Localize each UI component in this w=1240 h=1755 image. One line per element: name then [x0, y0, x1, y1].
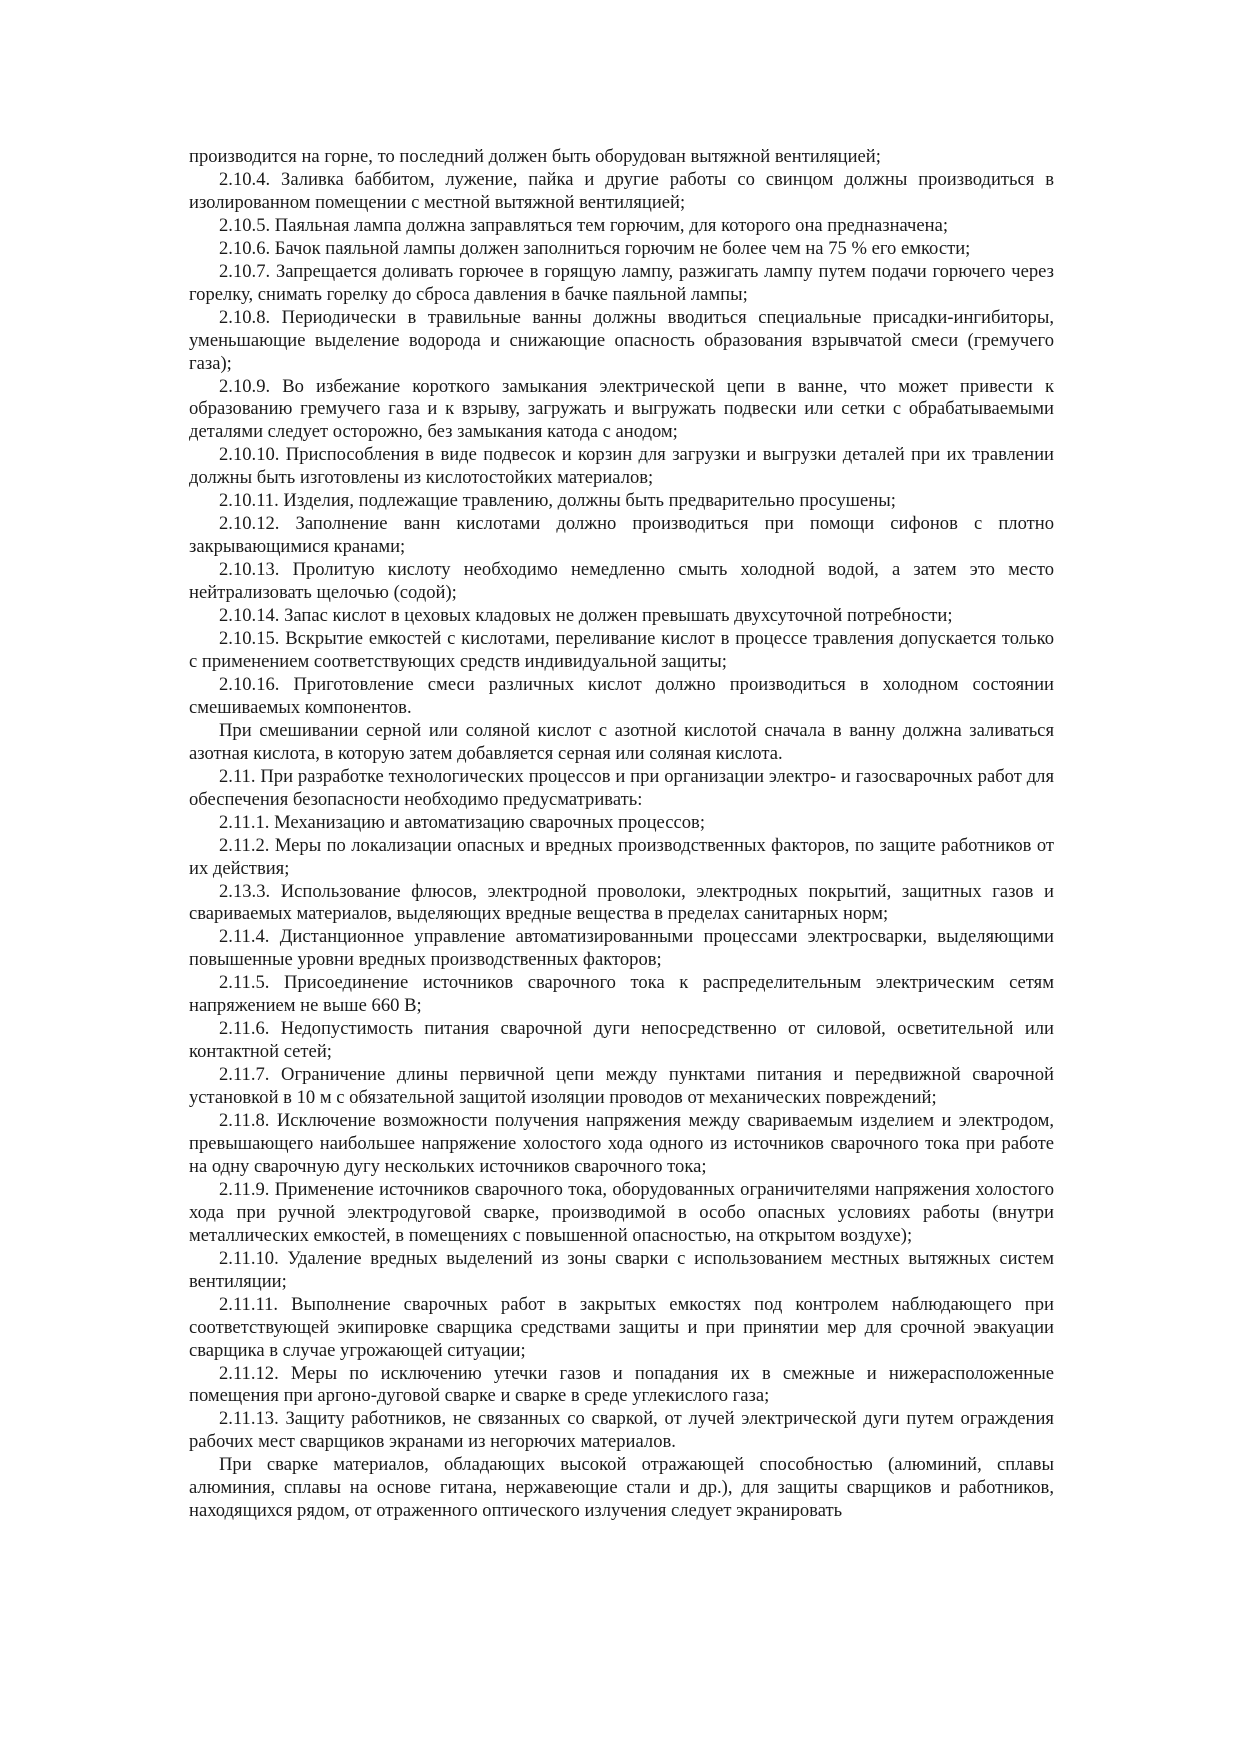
paragraph: производится на горне, то последний должен быть оборудован вытяжной вентиляцией;	[189, 146, 881, 167]
paragraph: 2.13.3. Использование флюсов, электродной проволоки, электродных покрытий, защитных газов и свариваемых материалов, выделяющих вредные вещества в пределах санитарных норм;	[189, 880, 1054, 925]
paragraph: 2.10.15. Вскрытие емкостей с кислотами, переливание кислот в процессе травления допускается только с применением соответствующих средств индивидуальной защиты;	[189, 628, 1054, 672]
paragraph: 2.10.9. Во избежание короткого замыкания электрической цепи в ванне, что может привести к образованию гремучего газа и к взрыву, загружать и выгружать подвески или сетки с обрабатываемыми деталями следует осторожно, без замыкания катода с анодом;	[189, 375, 1054, 443]
paragraph: 2.10.14. Запас кислот в цеховых кладовых не должен превышать двухсуточной потребности;	[219, 605, 953, 627]
paragraph: 2.11. При разработке технологических процессов и при организации электро- и газосварочных работ для обеспечения безопасности необходимо предусматривать:	[189, 765, 1054, 810]
paragraph: 2.11.2. Меры по локализации опасных и вредных производственных факторов, по защите работников от их действия;	[189, 834, 1054, 879]
paragraph: 2.11.8. Исключение возможности получения напряжения между свариваемым изделием и электродом, превышающего наибольшее напряжение холостого хода одного из источников сварочного тока при работе на одну сварочную дугу нескольких источников сварочного тока;	[189, 1110, 1054, 1177]
paragraph: 2.11.9. Применение источников сварочного тока, оборудованных ограничителями напряжения холостого хода при ручной электродуговой сварке, производимой в особо опасных условиях работы (внутри металлических емкостей, в помещениях с повышенной опасностью, на открытом воздухе);	[189, 1178, 1054, 1246]
paragraph: 2.11.7. Ограничение длины первичной цепи между пунктами питания и передвижной сварочной установкой в 10 м с обязательной защитой изоляции проводов от механических повреждений;	[189, 1064, 1054, 1109]
paragraph: 2.11.6. Недопустимость питания сварочной дуги непосредственно от силовой, осветительной или контактной сетей;	[189, 1018, 1054, 1063]
paragraph: 2.10.4. Заливка баббитом, лужение, пайка и другие работы со свинцом должны производиться в изолированном помещении с местной вытяжной вентиляцией;	[189, 168, 1054, 213]
paragraph: 2.10.8. Периодически в травильные ванны должны вводиться специальные присадки-ингибиторы, уменьшающие выделение водорода и снижающие опасность образования взрывчатой смеси (гремучего газа);	[189, 306, 1054, 374]
paragraph: 2.11.12. Меры по исключению утечки газов и попадания их в смежные и нижерасположенные помещения при аргоно-дуговой сварке и сварке в среде углекислого газа;	[189, 1362, 1054, 1407]
paragraph: 2.10.16. Приготовление смеси различных кислот должно производиться в холодном состоянии смешиваемых компонентов.	[189, 673, 1054, 718]
paragraph: При смешивании серной или соляной кислот с азотной кислотой сначала в ванну должна заливаться азотная кислота, в которую затем добавляется серная или соляная кислота.	[189, 719, 1054, 764]
paragraph: 2.11.10. Удаление вредных выделений из зоны сварки с использованием местных вытяжных систем вентиляции;	[189, 1247, 1054, 1292]
paragraph: 2.10.6. Бачок паяльной лампы должен заполниться горючим не более чем на 75 % его емкости;	[219, 237, 971, 259]
paragraph: 2.10.11. Изделия, подлежащие травлению, должны быть предварительно просушены;	[219, 490, 896, 512]
document-page	[189, 146, 1054, 1523]
paragraph: 2.10.7. Запрещается доливать горючее в горящую лампу, разжигать лампу путем подачи горючего через горелку, снимать горелку до сброса давления в бачке паяльной лампы;	[189, 260, 1054, 305]
paragraph: 2.11.5. Присоединение источников сварочного тока к распределительным электрическим сетям напряжением не выше 660 В;	[189, 972, 1054, 1017]
paragraph: 2.11.1. Механизацию и автоматизацию сварочных процессов;	[219, 811, 705, 833]
paragraph: 2.10.10. Приспособления в виде подвесок и корзин для загрузки и выгрузки деталей при их травлении должны быть изготовлены из кислотостойких материалов;	[189, 444, 1054, 489]
paragraph: 2.10.5. Паяльная лампа должна заправляться тем горючим, для которого она предназначена;	[219, 214, 948, 236]
paragraph: 2.11.11. Выполнение сварочных работ в закрытых емкостях под контролем наблюдающего при соответствующей экипировке сварщика средствами защиты и при принятии мер для срочной эвакуации сварщика в случае угрожающей ситуации;	[189, 1293, 1054, 1361]
paragraph: 2.10.12. Заполнение ванн кислотами должно производиться при помощи сифонов с плотно закрывающимися кранами;	[189, 513, 1054, 558]
paragraph: При сварке материалов, обладающих высокой отражающей способностью (алюминий, сплавы алюминия, сплавы на основе гитана, нержавеющие стали и др.), для защиты сварщиков и работников, находящихся рядом, от отраженного оптического излучения следует экранировать	[189, 1454, 1054, 1522]
paragraph: 2.10.13. Пролитую кислоту необходимо немедленно смыть холодной водой, а затем это место нейтрализовать щелочью (содой);	[189, 559, 1054, 604]
paragraph: 2.11.13. Защиту работников, не связанных со сваркой, от лучей электрической дуги путем ограждения рабочих мест сварщиков экранами из негорючих материалов.	[189, 1408, 1054, 1453]
paragraph: 2.11.4. Дистанционное управление автоматизированными процессами электросварки, выделяющими повышенные уровни вредных производственных факторов;	[189, 926, 1054, 971]
